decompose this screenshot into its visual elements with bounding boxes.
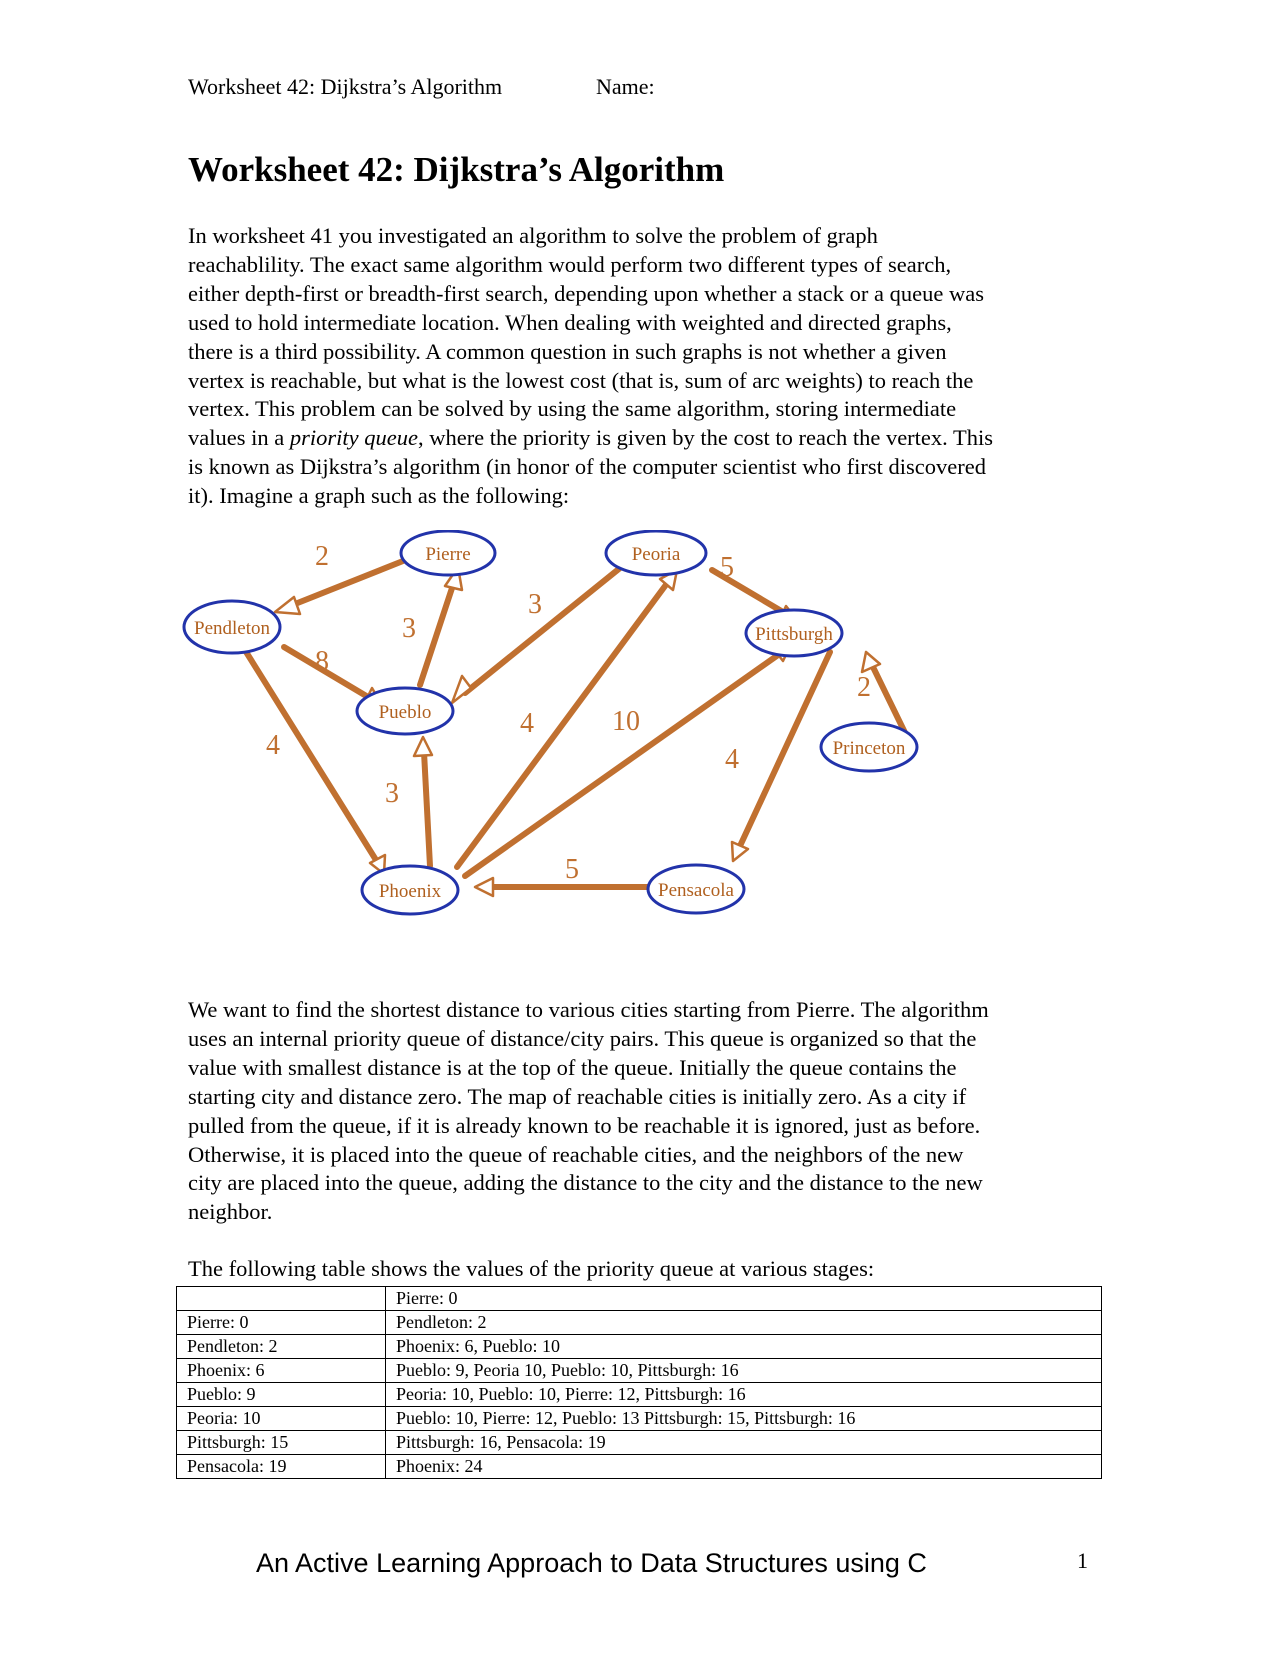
header-title: Worksheet 42: Dijkstra’s Algorithm: [188, 74, 503, 99]
table-row: [177, 1335, 1102, 1359]
node-label: Princeton: [832, 738, 906, 759]
queue-cell: Pueblo: 9, Peoria 10, Pueblo: 10, Pittsburgh: 16: [386, 1359, 1102, 1383]
node-peoria: [606, 531, 706, 575]
reached-cell: Pierre: 0: [177, 1311, 386, 1335]
weight-label: 8: [315, 646, 329, 677]
table-row: [177, 1455, 1102, 1479]
reached-cell: Phoenix: 6: [177, 1359, 386, 1383]
node-princeton: [821, 723, 917, 771]
text-line: neighbor.: [188, 1199, 273, 1225]
node-pensacola: [648, 865, 744, 913]
text-line: value with smallest distance is at the top of the queue. Initially the queue contains the: [188, 1054, 957, 1080]
weight-label: 3: [402, 613, 416, 644]
edge-pierre-pendleton: [290, 559, 408, 606]
page-footer: An Active Learning Approach to Data Structures using C: [256, 1548, 927, 1578]
table-row: [177, 1287, 1102, 1311]
priority-queue-table: [176, 1286, 1102, 1479]
arrowhead-to-phoenix-from-pensacola: [475, 878, 493, 896]
node-pendleton: [184, 601, 280, 653]
reached-cell: Pittsburgh: 15: [177, 1431, 386, 1455]
weight-label: 5: [565, 854, 579, 885]
text-line: We want to find the shortest distance to various cities starting from Pierre. The algorithm: [188, 997, 989, 1022]
reached-cell: Pendleton: 2: [177, 1335, 386, 1359]
graph-edges: [243, 559, 910, 887]
queue-cell: Pueblo: 10, Pierre: 12, Pueblo: 13 Pittsburgh: 15, Pittsburgh: 16: [386, 1407, 1102, 1431]
text-line: either depth-first or breadth-first search, depending upon whether a stack or a queue was: [188, 280, 984, 306]
text-line: vertex is reachable, but what is the lowest cost (that is, sum of arc weights) to reach the: [188, 367, 974, 393]
edge-pendleton-phoenix: [243, 647, 376, 860]
table-row: [177, 1431, 1102, 1455]
arrowhead-to-pensacola: [732, 842, 748, 861]
node-label: Phoenix: [378, 881, 442, 902]
graph-nodes: [184, 531, 917, 914]
priority-queue-term: priority queue: [289, 425, 418, 451]
text-line: city are placed into the queue, adding the distance to the city and the distance to the new: [188, 1170, 983, 1196]
queue-cell: Pierre: 0: [386, 1287, 1102, 1311]
weight-label: 2: [315, 541, 329, 572]
text-line: pulled from the queue, if it is already known to be reachable it is ignored, just as before.: [188, 1112, 981, 1138]
table-row: [177, 1383, 1102, 1407]
node-pueblo: [357, 688, 453, 734]
node-label: Pensacola: [658, 880, 734, 901]
weight-label: 10: [612, 706, 640, 737]
node-label: Pueblo: [378, 702, 432, 723]
queue-cell: Phoenix: 24: [386, 1455, 1102, 1479]
weight-label: 4: [520, 708, 534, 739]
text-line: reachablility. The exact same algorithm would perform two different types of search,: [188, 251, 952, 277]
name-label: Name:: [596, 74, 655, 99]
text-line: uses an internal priority queue of distance/city pairs. This queue is organized so that the: [188, 1025, 977, 1051]
text-line: it). Imagine a graph such as the following:: [188, 483, 570, 509]
text-line: starting city and distance zero. The map of reachable cities is initially zero. As a city if: [188, 1083, 967, 1109]
reached-cell: Peoria: 10: [177, 1407, 386, 1431]
queue-cell: Peoria: 10, Pueblo: 10, Pierre: 12, Pittsburgh: 16: [386, 1383, 1102, 1407]
text-line: vertex. This problem can be solved by using the same algorithm, storing intermediate: [188, 396, 957, 422]
algorithm-paragraph: [188, 996, 1088, 1227]
page-header: [188, 74, 655, 100]
table-row: [177, 1407, 1102, 1431]
queue-cell: Phoenix: 6, Pueblo: 10: [386, 1335, 1102, 1359]
page-number: 1: [1077, 1548, 1088, 1573]
node-label: Peoria: [631, 544, 681, 565]
arrowhead-to-pendleton: [275, 597, 300, 614]
table-row: [177, 1359, 1102, 1383]
weight-label: 4: [725, 744, 739, 775]
table-caption: The following table shows the values of the priority queue at various stages:: [188, 1256, 875, 1281]
text-run: values in a: [188, 425, 290, 451]
text-line: there is a third possibility. A common question in such graphs is not whether a given: [188, 338, 947, 364]
intro-paragraph: [188, 222, 1088, 511]
node-label: Pendleton: [194, 618, 270, 639]
node-label: Pierre: [425, 544, 471, 565]
edge-pittsburgh-pensacola: [740, 652, 830, 846]
edge-phoenix-pueblo: [424, 752, 430, 866]
weight-label: 3: [528, 589, 542, 620]
city-graph-diagram: [180, 530, 980, 970]
edge-pueblo-pierre: [420, 582, 454, 685]
weight-label: 3: [385, 778, 399, 809]
text-line: is known as Dijkstra’s algorithm (in honor of the computer scientist who first discovered: [188, 454, 986, 480]
text-line: Otherwise, it is placed into the queue of reachable cities, and the neighbors of the new: [188, 1141, 964, 1167]
arrowhead-to-pueblo-from-phoenix: [414, 737, 432, 756]
text-line: used to hold intermediate location. When dealing with weighted and directed graphs,: [188, 309, 952, 335]
weight-label: 2: [857, 672, 871, 703]
reached-cell: Pensacola: 19: [177, 1455, 386, 1479]
text-run: , where the priority is given by the cost to reach the vertex. This: [417, 425, 993, 451]
text-line: In worksheet 41 you investigated an algorithm to solve the problem of graph: [188, 223, 878, 248]
queue-cell: Pittsburgh: 16, Pensacola: 19: [386, 1431, 1102, 1455]
reached-cell: [177, 1287, 386, 1311]
node-pittsburgh: [746, 610, 842, 656]
text-line: [188, 424, 1088, 453]
weight-label: 5: [720, 552, 734, 583]
node-label: Pittsburgh: [755, 624, 833, 645]
document-title: Worksheet 42: Dijkstra’s Algorithm: [188, 150, 725, 189]
arrowhead-to-pueblo-from-peoria: [452, 676, 471, 703]
queue-cell: Pendleton: 2: [386, 1311, 1102, 1335]
node-pierre: [401, 531, 495, 575]
weight-label: 4: [266, 730, 280, 761]
node-phoenix: [362, 866, 458, 914]
reached-cell: Pueblo: 9: [177, 1383, 386, 1407]
table-row: [177, 1311, 1102, 1335]
